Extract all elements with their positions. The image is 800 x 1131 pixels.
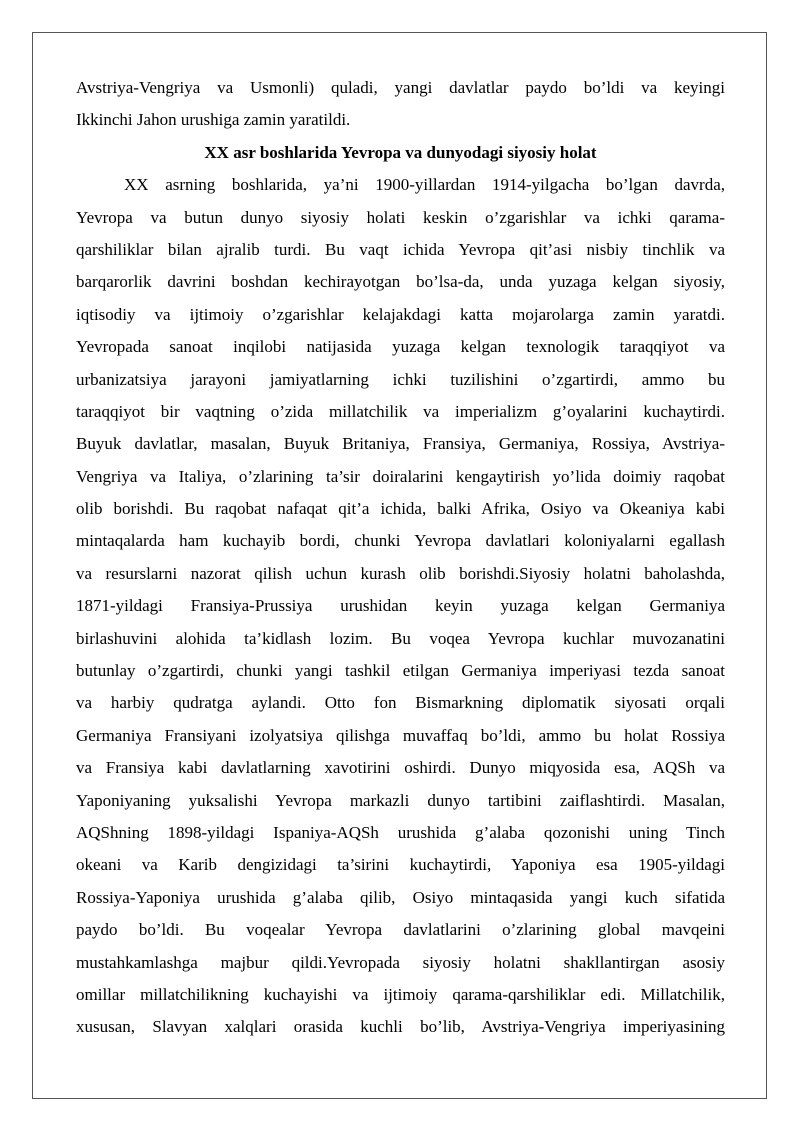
body-line: Vengriya va Italiya, o’zlarining ta’sir doiralarini kengaytirish yo’lida doimiy raqobat bbox=[76, 466, 725, 486]
body-line: AQShning 1898-yildagi Ispaniya-AQSh urushida g’alaba qozonishi uning Tinch bbox=[76, 822, 725, 842]
body-line: omillar millatchilikning kuchayishi va ijtimoiy qarama-qarshiliklar edi. Millatchilik, bbox=[76, 984, 725, 1004]
body-line: Yevropa va butun dunyo siyosiy holati keskin o’zgarishlar va ichki qarama- bbox=[76, 207, 725, 227]
body-line: qarshiliklar bilan ajralib turdi. Bu vaqt ichida Yevropa qit’asi nisbiy tinchlik va bbox=[76, 239, 725, 259]
body-line: mustahkamlashga majbur qildi.Yevropada siyosiy holatni shakllantirgan asosiy bbox=[76, 952, 725, 972]
body-line: va harbiy qudratga aylandi. Otto fon Bismarkning diplomatik siyosati orqali bbox=[76, 693, 725, 713]
body-line: barqarorlik davrini boshdan kechirayotgan bo’lsa-da, unda yuzaga kelgan siyosiy, bbox=[76, 272, 725, 292]
body-line: butunlay o’zgartirdi, chunki yangi tashkil etilgan Germaniya imperiyasi tezda sanoat bbox=[76, 661, 725, 681]
body-line: olib borishdi. Bu raqobat nafaqat qit’a ichida, balki Afrika, Osiyo va Okeaniya kabi bbox=[76, 499, 725, 519]
body-line: va Fransiya kabi davlatlarning xavotirini oshirdi. Dunyo miqyosida esa, AQSh va bbox=[76, 758, 725, 778]
body-line: xususan, Slavyan xalqlari orasida kuchli bo’lib, Avstriya-Vengriya imperiyasining bbox=[76, 1017, 725, 1037]
body-line: iqtisodiy va ijtimoiy o’zgarishlar kelajakdagi katta mojarolarga zamin yaratdi. bbox=[76, 304, 725, 324]
body-line: urbanizatsiya jarayoni jamiyatlarning ichki tuzilishini o’zgartirdi, ammo bu bbox=[76, 369, 725, 389]
page-content bbox=[76, 72, 725, 1044]
section-heading: XX asr boshlarida Yevropa va dunyodagi siyosiy holat bbox=[204, 142, 597, 162]
body-line: taraqqiyot bir vaqtning o’zida millatchilik va imperializm g’oyalarini kuchaytirdi. bbox=[76, 401, 725, 421]
body-line: Rossiya-Yaponiya urushida g’alaba qilib, Osiyo mintaqasida yangi kuch sifatida bbox=[76, 887, 725, 907]
body-line: paydo bo’ldi. Bu voqealar Yevropa davlatlarini o’zlarining global mavqeini bbox=[76, 920, 725, 940]
body-line: XX asrning boshlarida, ya’ni 1900-yillardan 1914-yilgacha bo’lgan davrda, bbox=[124, 175, 725, 195]
body-line: Yaponiyaning yuksalishi Yevropa markazli dunyo tartibini zaiflashtirdi. Masalan, bbox=[76, 790, 725, 810]
body-line: 1871-yildagi Fransiya-Prussiya urushidan keyin yuzaga kelgan Germaniya bbox=[76, 596, 725, 616]
body-line: Yevropada sanoat inqilobi natijasida yuzaga kelgan texnologik taraqqiyot va bbox=[76, 337, 725, 357]
intro-line: Avstriya-Vengriya va Usmonli) quladi, yangi davlatlar paydo bo’ldi va keyingi bbox=[76, 78, 725, 97]
body-line: Germaniya Fransiyani izolyatsiya qilishga muvaffaq bo’ldi, ammo bu holat Rossiya bbox=[76, 725, 725, 745]
intro-line: Ikkinchi Jahon urushiga zamin yaratildi. bbox=[76, 110, 351, 130]
body-line: Buyuk davlatlar, masalan, Buyuk Britaniya, Fransiya, Germaniya, Rossiya, Avstriya- bbox=[76, 434, 725, 454]
body-line: okeani va Karib dengizidagi ta’sirini kuchaytirdi, Yaponiya esa 1905-yildagi bbox=[76, 855, 725, 875]
body-line: va resurslarni nazorat qilish uchun kurash olib borishdi.Siyosiy holatni baholashda, bbox=[76, 563, 725, 583]
body-line: mintaqalarda ham kuchayib bordi, chunki Yevropa davlatlari koloniyalarni egallash bbox=[76, 531, 725, 551]
body-line: birlashuvini alohida ta’kidlash lozim. Bu voqea Yevropa kuchlar muvozanatini bbox=[76, 628, 725, 648]
